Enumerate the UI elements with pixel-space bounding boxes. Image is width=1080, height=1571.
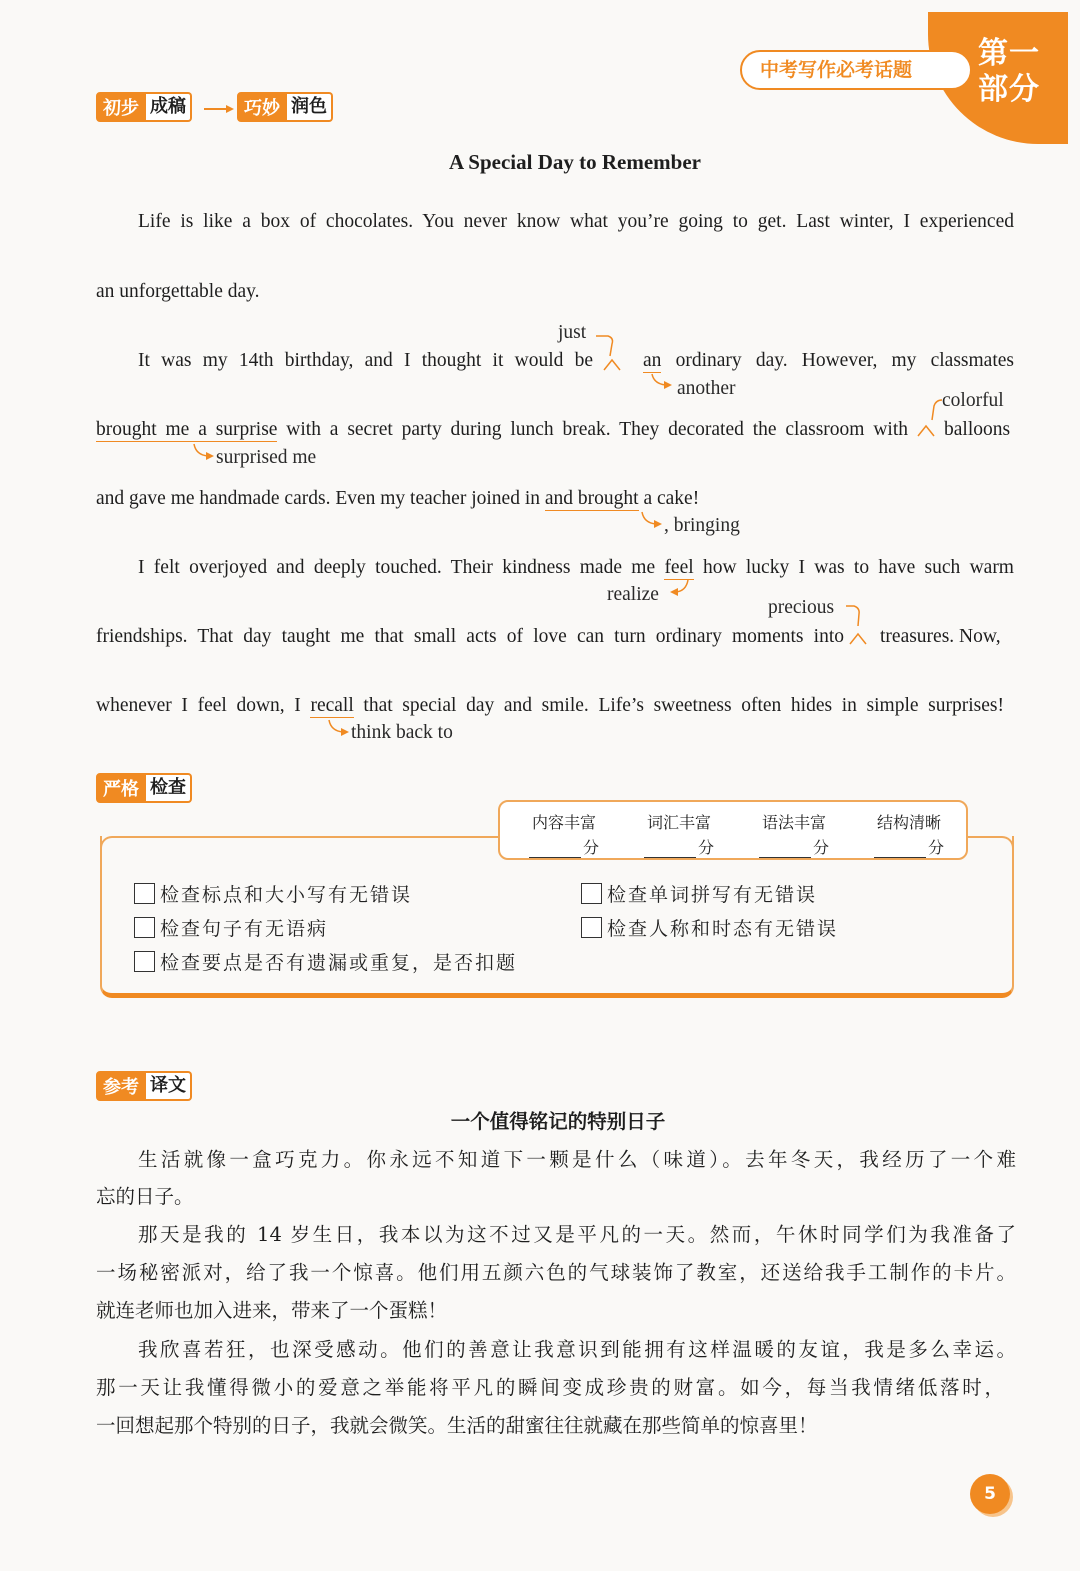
score-label: 词汇丰富 — [646, 813, 711, 832]
translation-line: 就连老师也加入进来，带来了一个蛋糕！ — [96, 1299, 448, 1322]
tag-polish-accent: 巧妙 — [237, 92, 287, 122]
translation-line: 那一天让我懂得微小的爱意之举能将平凡的瞬间变成珍贵的财富。如今，每当我情绪低落时， — [96, 1376, 1004, 1399]
arrow-right-icon — [204, 104, 234, 114]
translation-line: 生活就像一盒巧克力。你永远不知道下一颗是什么（味道）。去年冬天，我经历了一个难 — [138, 1148, 1016, 1171]
score-label: 语法丰富 — [761, 813, 826, 832]
translation-line: 那天是我的 14 岁生日，我本以为这不过又是平凡的一天。然而，午休时同学们为我准备了 — [138, 1223, 1016, 1246]
score-label: 内容丰富 — [531, 813, 596, 832]
tag-check-accent: 严格 — [96, 773, 146, 803]
part-label-line1: 第一 — [978, 36, 1040, 71]
tag-draft-accent: 初步 — [96, 92, 146, 122]
checklist-item-label: 检查句子有无语病 — [160, 918, 329, 940]
score-label: 结构清晰 — [876, 813, 941, 832]
essay-p2-line2-text: with a secret party during lunch break. They decorated the classroom with — [277, 419, 908, 440]
edit-think-back-to: think back to — [351, 722, 453, 743]
part-label-line2: 部分 — [978, 72, 1040, 107]
checklist-item[interactable] — [581, 880, 817, 907]
translation-line: 一回想起那个特别的日子，我就会微笑。生活的甜蜜往往就藏在那些简单的惊喜里！ — [96, 1414, 818, 1437]
score-blank[interactable] — [759, 842, 811, 858]
tag-check — [96, 773, 192, 803]
edit-surprised-me: surprised me — [216, 447, 317, 468]
insert-caret-icon — [912, 394, 946, 440]
edit-arrow-icon — [666, 578, 696, 604]
essay-p3-line1 — [138, 554, 1014, 582]
essay-p2-line1-b — [643, 347, 1014, 375]
essay-p2-line3-b: a cake! — [638, 488, 700, 509]
tag-polish-text: 润色 — [287, 92, 333, 122]
checklist-item-label: 检查要点是否有遗漏或重复，是否扣题 — [160, 952, 518, 974]
tag-translation-accent: 参考 — [96, 1071, 146, 1101]
edit-underline-an: an — [643, 350, 662, 371]
essay-p3-line2-b: treasures. Now, — [880, 626, 1001, 647]
score-grammar — [744, 810, 844, 858]
essay-p3-line3 — [96, 692, 1004, 720]
checkbox[interactable] — [134, 951, 155, 972]
translation-title: 一个值得铭记的特别日子 — [450, 1110, 666, 1133]
edit-another: another — [677, 378, 736, 399]
edit-precious: precious — [768, 597, 835, 618]
checkbox[interactable] — [134, 883, 155, 904]
score-content — [514, 810, 614, 858]
essay-title: A Special Day to Remember — [449, 150, 701, 174]
topic-label: 中考写作必考话题 — [740, 50, 972, 90]
checklist-item[interactable] — [581, 914, 838, 941]
tag-draft-text: 成稿 — [146, 92, 192, 122]
tag-translation-text: 译文 — [146, 1071, 192, 1101]
translation-line: 我欣喜若狂，也深受感动。他们的善意让我意识到能拥有这样温暖的友谊，我是多么幸运。 — [138, 1338, 1016, 1361]
essay-p1-line2: an unforgettable day. — [96, 281, 260, 302]
translation-line: 一场秘密派对，给了我一个惊喜。他们用五颜六色的气球装饰了教室，还送给我手工制作的卡片。 — [96, 1261, 1016, 1284]
essay-p2-line3 — [96, 485, 1014, 513]
tag-draft — [96, 92, 192, 122]
tag-polish — [237, 92, 333, 122]
checklist-item[interactable] — [134, 880, 412, 907]
score-blank[interactable] — [874, 842, 926, 858]
essay-p2-line3-a: and gave me handmade cards. Even my teacher joined in — [96, 488, 545, 509]
part-label — [978, 36, 1058, 108]
essay-p2-line1-b-text: ordinary day. However, my classmates — [661, 350, 1014, 371]
score-blank[interactable] — [644, 842, 696, 858]
essay-p2-line1-a: It was my 14th birthday, and I thought it would be — [138, 350, 593, 371]
essay-p1-line1: Life is like a box of chocolates. You never know what you’re going to get. Last winter, I experienced — [138, 211, 1014, 232]
checklist-item[interactable] — [134, 914, 328, 941]
essay-p2-line2-end: balloons — [944, 419, 1011, 440]
score-unit: 分 — [582, 838, 599, 857]
score-blank[interactable] — [529, 842, 581, 858]
essay-p3-line3-b: that special day and smile. Life’s sweetness often hides in simple surprises! — [353, 695, 1004, 716]
score-unit: 分 — [697, 838, 714, 857]
score-panel — [498, 800, 968, 860]
edit-bringing: , bringing — [664, 515, 740, 536]
checklist-item-label: 检查单词拼写有无错误 — [607, 884, 818, 906]
translation-line: 忘的日子。 — [96, 1185, 194, 1208]
checklist-item-label: 检查标点和大小写有无错误 — [160, 884, 413, 906]
edit-underline-feel: feel — [664, 557, 694, 578]
page-number: 5 — [970, 1474, 1010, 1514]
essay-p3-line3-a: whenever I feel down, I — [96, 695, 311, 716]
edit-underline-surprise: brought me a surprise — [96, 419, 278, 440]
checkbox[interactable] — [134, 917, 155, 938]
essay-p3-line2-a: friendships. That day taught me that small acts of love can turn ordinary moments into — [96, 626, 844, 647]
tag-translation — [96, 1071, 192, 1101]
score-structure — [859, 810, 959, 858]
edit-colorful: colorful — [942, 390, 1004, 411]
score-unit: 分 — [812, 838, 829, 857]
checkbox[interactable] — [581, 883, 602, 904]
checklist-item[interactable] — [134, 948, 517, 975]
score-vocabulary — [629, 810, 729, 858]
edit-realize: realize — [607, 584, 659, 605]
score-unit: 分 — [927, 838, 944, 857]
checkbox[interactable] — [581, 917, 602, 938]
essay-p3-line1-a: I felt overjoyed and deeply touched. Their kindness made me — [138, 557, 665, 578]
insert-caret-icon — [594, 330, 634, 380]
edit-arrow-icon — [648, 372, 678, 394]
tag-check-text: 检查 — [146, 773, 192, 803]
edit-underline-recall: recall — [310, 695, 354, 716]
checklist-item-label: 检查人称和时态有无错误 — [607, 918, 839, 940]
edit-just: just — [558, 322, 587, 343]
checklist-panel-top-left — [100, 836, 500, 856]
edit-underline-and-brought: and brought — [544, 488, 639, 509]
essay-p3-line1-b: how lucky I was to have such warm — [693, 557, 1014, 578]
essay-p2-line2 — [96, 416, 908, 444]
checklist-panel-top-right — [966, 836, 1014, 856]
insert-caret-icon — [842, 600, 872, 648]
